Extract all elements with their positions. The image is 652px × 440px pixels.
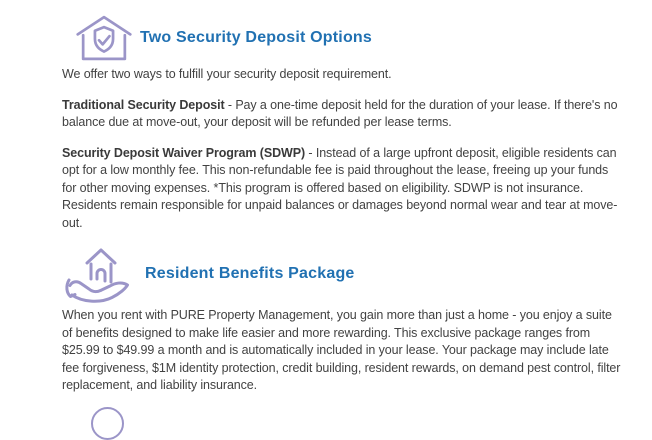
paragraph-lead-traditional: Traditional Security Deposit xyxy=(62,97,225,112)
paragraph-traditional-deposit xyxy=(62,97,622,132)
partial-next-section-icon xyxy=(91,407,124,440)
paragraph-text-traditional: - Pay a one-time deposit held for the duration of your lease. If there's no balance due at move-out, your deposit will be refunded per lease terms. xyxy=(62,97,618,129)
section-header-resident-benefits xyxy=(62,245,622,303)
paragraph-sdwp xyxy=(62,145,622,233)
house-with-shield-check-icon xyxy=(75,13,133,63)
intro-text: We offer two ways to fulfill your security deposit requirement. xyxy=(62,67,392,81)
document-content xyxy=(62,13,622,408)
paragraph-resident-benefits xyxy=(62,307,622,395)
paragraph-text-sdwp: - Instead of a large upfront deposit, eligible residents can opt for a low monthly fee. This non-refundable fee is paid throughout the lease, freeing up your funds for other moving expenses. *This program is offered based on eligibility. SDWP is not insurance. Residents remain responsible for unpaid balances or damages beyond normal wear and tear at move-out. xyxy=(62,145,618,230)
intro-paragraph-security-deposit xyxy=(62,66,622,84)
hand-holding-house-icon xyxy=(62,245,138,303)
paragraph-lead-sdwp: Security Deposit Waiver Program (SDWP) xyxy=(62,145,306,160)
section-header-security-deposit xyxy=(62,13,622,63)
paragraph-text-resident-benefits: When you rent with PURE Property Management, you gain more than just a home - you enjoy a suite of benefits designed to make life easier and more rewarding. This exclusive package ranges from $25.99 to $49.99 a month and is automatically included in your lease. Your package may include late fee forgiveness, $1M identity protection, credit building, resident rewards, on demand pest control, filter replacement, and liability insurance. xyxy=(62,308,621,392)
section-heading-resident-benefits: Resident Benefits Package xyxy=(145,265,355,282)
section-heading-security-deposit: Two Security Deposit Options xyxy=(140,29,372,46)
